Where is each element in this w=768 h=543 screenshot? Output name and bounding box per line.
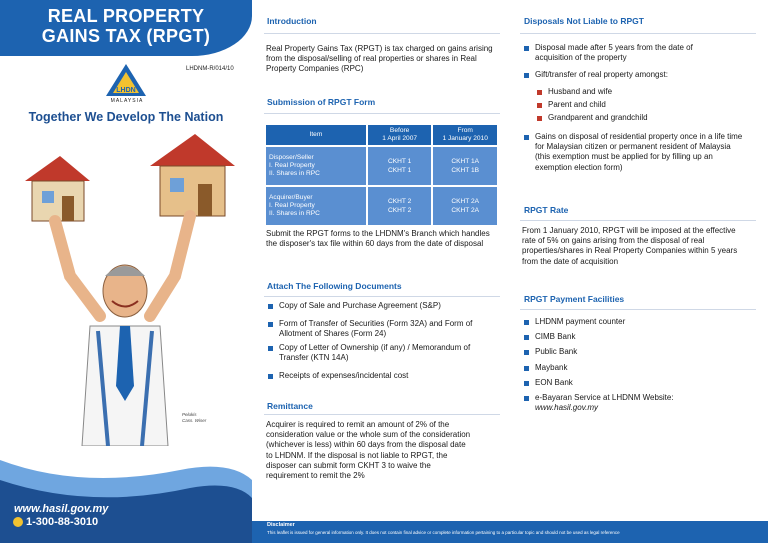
title-line-2: GAINS TAX (RPGT) (41, 26, 211, 46)
left-panel (0, 0, 252, 543)
remittance-heading: Remittance (267, 401, 313, 411)
list-item: EON Bank (522, 378, 747, 388)
divider (264, 414, 500, 415)
slogan: Together We Develop The Nation (28, 110, 224, 124)
website-link[interactable]: www.hasil.gov.my (14, 503, 109, 515)
phone-number (13, 516, 98, 528)
payment-heading: RPGT Payment Facilities (524, 294, 625, 304)
header-before: Before 1 April 2007 (368, 125, 432, 145)
disclaimer-heading: Disclaimer (267, 522, 295, 528)
divider (264, 296, 500, 297)
divider (520, 220, 756, 221)
payment-list (522, 317, 747, 413)
logo-caption: MALAYSIA (110, 98, 144, 104)
row-from: CKHT 1A CKHT 1B (433, 147, 497, 185)
header-item: Item (266, 125, 366, 145)
list-item: Receipts of expenses/incidental cost (266, 371, 486, 381)
title-line-1: REAL PROPERTY (47, 6, 205, 26)
row-before: CKHT 2 CKHT 2 (368, 187, 432, 225)
row-label: Acquirer/Buyer I. Real Property II. Shares in RPC (266, 187, 366, 225)
submission-note: Submit the RPGT forms to the LHDNM's Branch which handles the disposer's tax file within 60 days from the date of disposal (266, 229, 490, 249)
relationship-list (535, 87, 735, 124)
logo-letters: LHDN (116, 87, 136, 94)
list-item: Gift/transfer of real property amongst: (522, 70, 732, 80)
list-item: Grandparent and grandchild (535, 113, 735, 123)
artist-line-1: Pelukis (182, 412, 197, 417)
introduction-text: Real Property Gains Tax (RPGT) is tax charged on gains arising from the disposal/selling of real properties or shares in Real Property Companies (RPC) (266, 44, 493, 74)
list-item: Disposal made after 5 years from the date of acquisition of the property (522, 43, 732, 63)
table-row (266, 187, 497, 225)
list-item: Copy of Sale and Purchase Agreement (S&P) (266, 301, 486, 311)
introduction-heading: Introduction (267, 16, 317, 26)
list-item: Gains on disposal of residential property once in a life time for Malaysian citizen or permanent resident of Malaysia (this exemption must be applied for by filling up an exemption election form) (522, 132, 747, 173)
list-item: Parent and child (535, 100, 735, 110)
list-item: Form of Transfer of Securities (Form 32A) and Form of Allotment of Shares (Form 24) (266, 319, 486, 339)
not-liable-heading: Disposals Not Liable to RPGT (524, 16, 644, 26)
list-item: Copy of Letter of Ownership (if any) / Memorandum of Transfer (KTN 14A) (266, 343, 486, 363)
phone-text: 1-300-88-3010 (26, 516, 99, 528)
list-item: Husband and wife (535, 87, 735, 97)
phone-icon (13, 517, 23, 527)
divider (520, 309, 756, 310)
row-label: Disposer/Seller I. Real Property II. Shares in RPC (266, 147, 366, 185)
table-header-row (266, 125, 497, 145)
divider (264, 33, 500, 34)
row-before: CKHT 1 CKHT 1 (368, 147, 432, 185)
remittance-text: Acquirer is required to remit an amount of 2% of the consideration value or the whole sum of the consideration (whichever is less) within 60 days from the disposal date to LHDNM. If the disposal is not liable to RPGT, the disposer can submit form CKHT 3 to waive the requirement to remit the 2% (266, 420, 471, 481)
ebayaran-link[interactable]: www.hasil.gov.my (535, 403, 598, 413)
table-row (266, 147, 497, 185)
list-item: Maybank (522, 363, 747, 373)
man-holding-houses-illustration (0, 126, 252, 446)
reference-number: LHDNM-R/014/10 (186, 66, 234, 72)
list-item: LHDNM payment counter (522, 317, 747, 327)
list-item: CIMB Bank (522, 332, 747, 342)
disclaimer-text: This leaflet is issued for general information only. It does not contain final advice or complete information pertaining to a particular topic and should not be used as legal reference (267, 530, 620, 535)
divider (520, 33, 756, 34)
header-from: From 1 January 2010 (433, 125, 497, 145)
rate-heading: RPGT Rate (524, 205, 569, 215)
list-item: Public Bank (522, 347, 747, 357)
rpgt-form-table (264, 123, 499, 227)
divider (264, 113, 500, 114)
submission-heading: Submission of RPGT Form (267, 97, 376, 107)
not-liable-list (522, 43, 732, 81)
artist-credit (182, 412, 206, 424)
row-from: CKHT 2A CKHT 2A (433, 187, 497, 225)
list-item (522, 393, 747, 413)
page-title (0, 6, 252, 46)
attach-list (266, 301, 486, 381)
rate-text: From 1 January 2010, RPGT will be imposed at the effective rate of 5% on gains arising from the disposal of real properties/shares in Real Property Companies within 5 years from the date of acquisition (522, 226, 738, 266)
attach-heading: Attach The Following Documents (267, 281, 402, 291)
not-liable-list-2 (522, 132, 747, 173)
ebayaran-label: e-Bayaran Service at LHDNM Website: (535, 393, 674, 403)
artist-line-2: Cass. Wiser (182, 418, 207, 423)
